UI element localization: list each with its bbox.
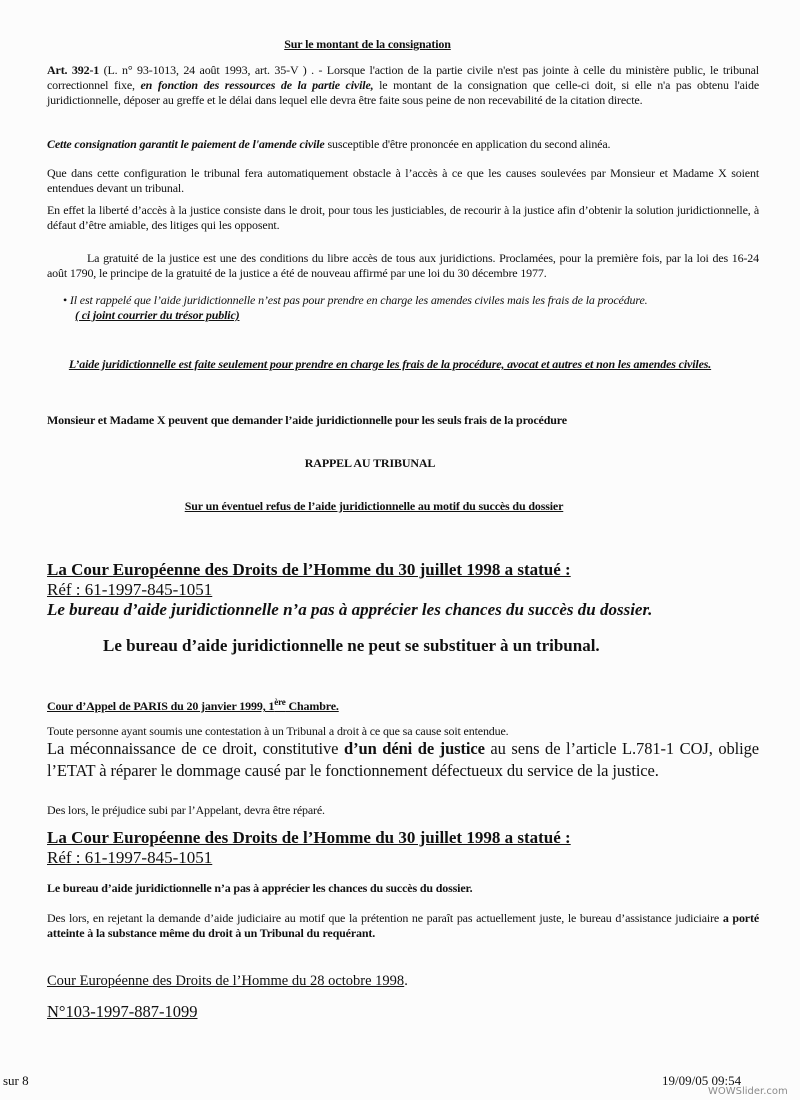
bullet-text: Il est rappelé que l’aide juridictionnelle n’est pas pour prendre en charge les amendes civiles mais les frais de la procédure. [69,293,648,307]
paragraph-effet: En effet la liberté d’accès à la justice consiste dans le droit, pour tous les justiciables, de recourir à la justice afin d’obtenir la solution juridictionnelle, à défaut d’être amiable, des litiges qui les opposent. [47,203,759,232]
paragraph-gratuite: La gratuité de la justice est une des conditions du libre accès de tous aux juridictions. Proclamées, pour la première fois, par la loi des 16-24 août 1790, le principe de la gratuité de la justice a été de nouveau affirmé par une loi du 30 décembre 1977. [47,251,759,280]
deni-de-justice: d’un déni de justice [344,739,485,758]
bureau-bold-statement: Le bureau d’aide juridictionnelle n’a pas à apprécier les chances du succès du dossier. [47,881,473,895]
article-text: (L. n° 93-1013, 24 août 1993, art. 35-V ) . - Lorsque l'action de la partie civile n'est pas jointe à celle du ministère public, le tribunal correctionnel fixe, [47,63,759,92]
article-text: le montant de la consignation que celle-ci doit, si elle n'a pas obtenu l'aide juridictionnelle, déposer au greffe et le délai dans lequel elle devra être faite sous peine de non recevabilité de la citation directe. [47,78,759,107]
meconnaissance-paragraph [47,738,759,782]
page-count: sur 8 [3,1073,29,1088]
cedh-october [47,973,408,990]
des-lors-bold: a porté atteinte à la substance même du droit à un Tribunal du requérant. [47,911,759,940]
bullet-icon: • [63,293,70,307]
rappel-subtitle: Sur un éventuel refus de l’aide juridictionnelle au motif du succès du dossier [184,499,564,513]
article-paragraph [47,63,759,108]
guarantee-emphasis: Cette consignation garantit le paiement de l'amende civile [47,137,325,151]
bureau-italic-statement: Le bureau d’aide juridictionnelle n’a pas à apprécier les chances du succès du dossier. [47,600,653,619]
cedh-october-text: Cour Européenne des Droits de l’Homme du 28 octobre 1998 [47,973,405,989]
print-datetime: 19/09/05 09:54 [662,1073,742,1088]
cedh-reference-2: Réf : 61-1997-845-1051 [47,848,213,867]
guarantee-text: susceptible d'être prononcée en application du second alinéa. [324,137,611,151]
appel-title-tail: Chambre. [285,699,339,713]
des-lors-text: Des lors, en rejetant la demande d’aide judiciaire au motif que la prétention ne paraît pas actuellement juste, le bureau d’assistance judiciaire [47,911,723,925]
cedh-reference: Réf : 61-1997-845-1051 [47,580,213,599]
des-lors-2 [47,911,759,941]
case-number: N°103-1997-887-1099 [47,1002,198,1021]
section-title: Sur le montant de la consignation [284,37,451,51]
guarantee-paragraph [47,137,759,152]
bureau-substitute-statement: Le bureau d’aide juridictionnelle ne peut se substituer à un tribunal. [103,636,600,655]
period: . [404,973,408,989]
cedh-title: La Cour Européenne des Droits de l’Homme du 30 juillet 1998 a statué : [47,560,571,579]
cedh-title-2: La Cour Européenne des Droits de l’Homme du 30 juillet 1998 a statué : [47,828,571,847]
rappel-heading: RAPPEL AU TRIBUNAL [304,456,436,470]
watermark: WOWSlider.com [708,1086,788,1097]
monsieur-paragraph: Monsieur et Madame X peuvent que demander l’aide juridictionnelle pour les seuls frais de la procédure [47,413,567,427]
appel-title [47,695,339,714]
bullet-item [63,293,763,323]
article-ref: Art. 392-1 [47,63,100,77]
mecon-text: au sens de l’article L.781-1 COJ, oblige l’ETAT à réparer le dommage causé par le fonctionnement défectueux du service de la justice. [47,739,760,780]
toute-personne: Toute personne ayant soumis une contestation à un Tribunal a droit à ce que sa cause soit entendue. [47,724,509,738]
appel-title-text: Cour d’Appel de PARIS du 20 janvier 1999, 1 [47,699,275,713]
aide-statement: L’aide juridictionnelle est faite seulement pour prendre en charge les frais de la procédure, avocat et autres et non les amendes civiles. [68,357,712,371]
article-emphasis: en fonction des ressources de la partie civile, [140,78,374,92]
mecon-text: La méconnaissance de ce droit, constitutive [47,739,345,758]
treasury-letter-reference: ( ci joint courrier du trésor public) [75,308,240,322]
paragraph-que: Que dans cette configuration le tribunal fera automatiquement obstacle à l’accès à ce que les causes soulevées par Monsieur et Madame X soient entendues devant un tribunal. [47,166,759,195]
des-lors-1: Des lors, le préjudice subi par l’Appelant, devra être réparé. [47,803,325,817]
appel-sup: ère [274,697,286,707]
